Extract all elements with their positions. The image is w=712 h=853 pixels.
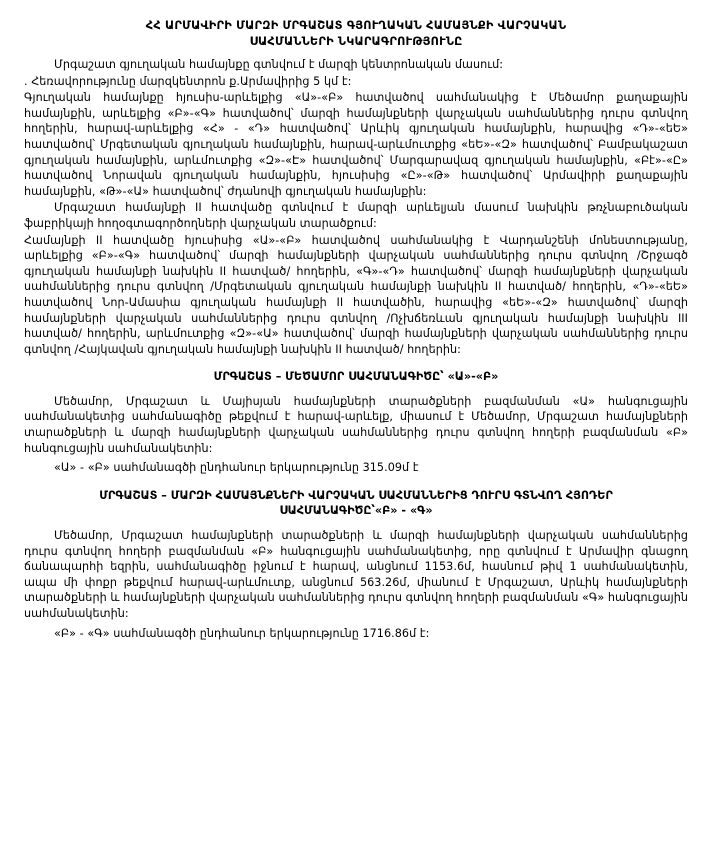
paragraph-outside-lands-description: Մեծամոր, Մրգաշատ համայնքների տարածքների և մարզի համայնքների վարչական սահմաններից դուրս գտնվող հողերի բազմանման «Բ» հանգուցային սահմանակետից, որը գտնվում է Արմավիր գնացող ճանապարհի եզրին, սահմանագիծը իջնում է հարավ, անցնում 1153.6մ, հասնում թիվ 1 սահմանակետին, ապա մի փոքր թեքվում հարավ-արևմուտք, անցնում 563.26մ, միանում է Մրգաշատ, Արևիկ համայնքների տարածքների և համայնքների վարչական սահմաններից դուրս գտնվող հողերի բազմանման «Գ» հանգուցային սահմանակետին: xyxy=(24,529,688,620)
spacer xyxy=(24,385,688,394)
paragraph-metsamor-length: «Ա» - «Բ» սահմանագծի ընդհանուր երկարությունը 315.09մ է xyxy=(54,461,419,475)
section-heading-outside-lands-line-2: ՍԱՀՄԱՆԱԳԻԾԸ՝«Բ» - «Գ» xyxy=(279,504,433,518)
paragraph-metsamor-description: Մեծամոր, Մրգաշատ և Մայիսյան համայնքների տարածքների բազմանման «Ա» հանգուցային սահմանակետից սահմանագիծը թեքվում է հարավ-արևելք, միասում է Մեծամոր, Մրգաշատ համայնքների տարածքների և մարզի համայնքների վարչական սահմաններից դուրս գտնվող հողերի բազմանման «Բ» հանգուցային սահմանակետին: xyxy=(24,394,688,455)
paragraph-border-description-2: Մրգաշատ համայնքի II հատվածը գտնվում է մարզի արևելյան մասում նախկին թռչնաբուծական ֆաբրիկայի հողօգտագործողների վարչական տարածքում: xyxy=(24,201,688,230)
paragraph-intro-distance: . Հեռավորությունը մարզկենտրոն ք.Արմավիրից 5 կմ է: xyxy=(24,74,352,88)
page-title-line-2: ՍԱՀՄԱՆՆԵՐԻ ՆԿԱՐԱԳՐՈՒԹՅՈՒՆԸ xyxy=(249,34,463,48)
spacer xyxy=(24,519,688,528)
paragraph-border-description-3: Համայնքի II հատվածը հյուսիսից «Ա»-«Բ» հատվածով սահմանակից է Վարդանշենի մոնեստությանը, արևելքից «Բ»-«Գ» հատվածով՝ մարզի համայնքների վարչական սահմաններից դուրս գտնվող /Շրջագծ գյուղական համայնքի նախկին II հատված/ հողերին, «Գ»-«Դ» հատվածով՝ մարզի համայնքների վարչական սահմաններից դուրս գտնվող /Մրգետական գյուղական համայնքի նախկին II հատված/ հողերին, «Դ»-«եԵ» հատվածով Նոր-Ամասիա գյուղական համայնքի II հատվածին, հարավից «եԵ»-«Զ» հատվածով՝ մարզի համայնքների վարչական սահմաններից դուրս գտնվող /Ոչխճեռևան գյուղական համայնքի նախկին III հատված/ հողերին, արևմուտքից «Զ»-«Ա» հատվածով՝ մարզի համայնքների վարչական սահմաններից դուրս գտնվող /Հայկավան գյուղական համայնքի նախկին II հատված/ հողերին: xyxy=(24,233,688,356)
section-heading-outside-lands xyxy=(24,488,688,519)
section-heading-metsamor xyxy=(24,369,688,385)
paragraph-border-description-1: Գյուղական համայնքը հյուսիս-արևելքից «Ա»-«Բ» հատվածով սահմանակից է Մեծամոր քաղաքային համայնքին, արևելքից «Բ»-«Գ» հատվածով՝ մարզի համայնքների վարչական սահմաններից դուրս գտնվող հողերին, հարավ-արևելքից «Հ» - «Դ» հատվածով՝ Արևիկ գյուղական համայնքին, հարավից «Դ»-«եԵ» հատվածով՝ Մրգետական գյուղական համայնքին, հարավ-արևմուտքից «եԵ»-«Զ» հատվածով՝ Բամբակաշատ գյուղական համայնքին, արևմուտքից «Զ»-«Է» հատվածով՝ Մարգարավազ գյուղական համայնքին, «Բէ»-«Ը» հատվածով Նորավան գյուղական համայնքին, հյուսիսից «Ը»-«Թ» հատվածով՝ Արմավիրի քաղաքային համայնքին, «Թ»-«Ա» հատվածով՝ ժդանովի գյուղական համայնքին: xyxy=(24,91,688,198)
page-title xyxy=(34,18,678,49)
paragraph-intro-location: Մրգաշատ գյուղական համայնքը գտնվում է մարզի կենտրոնական մասում: xyxy=(54,58,504,71)
page-title-line-1: ՀՀ ԱՐՄԱՎԻՐԻ ՄԱՐԶԻ ՄՐԳԱՇԱՏ ԳՅՈՒՂԱԿԱՆ ՀԱՄԱՅՆՔԻ ՎԱՐՉԱԿԱՆ xyxy=(145,19,567,32)
section-heading-metsamor-line-1: ՄՐԳԱՇԱՏ – ՄԵԾԱՄՈՐ ՍԱՀՄԱՆԱԳԻԾԸ՝ «Ա»-«Բ» xyxy=(213,370,499,384)
section-heading-outside-lands-line-1: ՄՐԳԱՇԱՏ – ՄԱՐԶԻ ՀԱՄԱՅՆՔՆԵՐԻ ՎԱՐՉԱԿԱՆ ՍԱՀՄԱՆՆԵՐԻՑ ԴՈՒՐՍ ԳՏՆՎՈՂ ՀՅՈԴԵՐ xyxy=(99,488,613,502)
paragraph-outside-lands-length: «Բ» - «Գ» սահմանագծի ընդհանուր երկարությունը 1716.86մ է: xyxy=(54,626,430,640)
